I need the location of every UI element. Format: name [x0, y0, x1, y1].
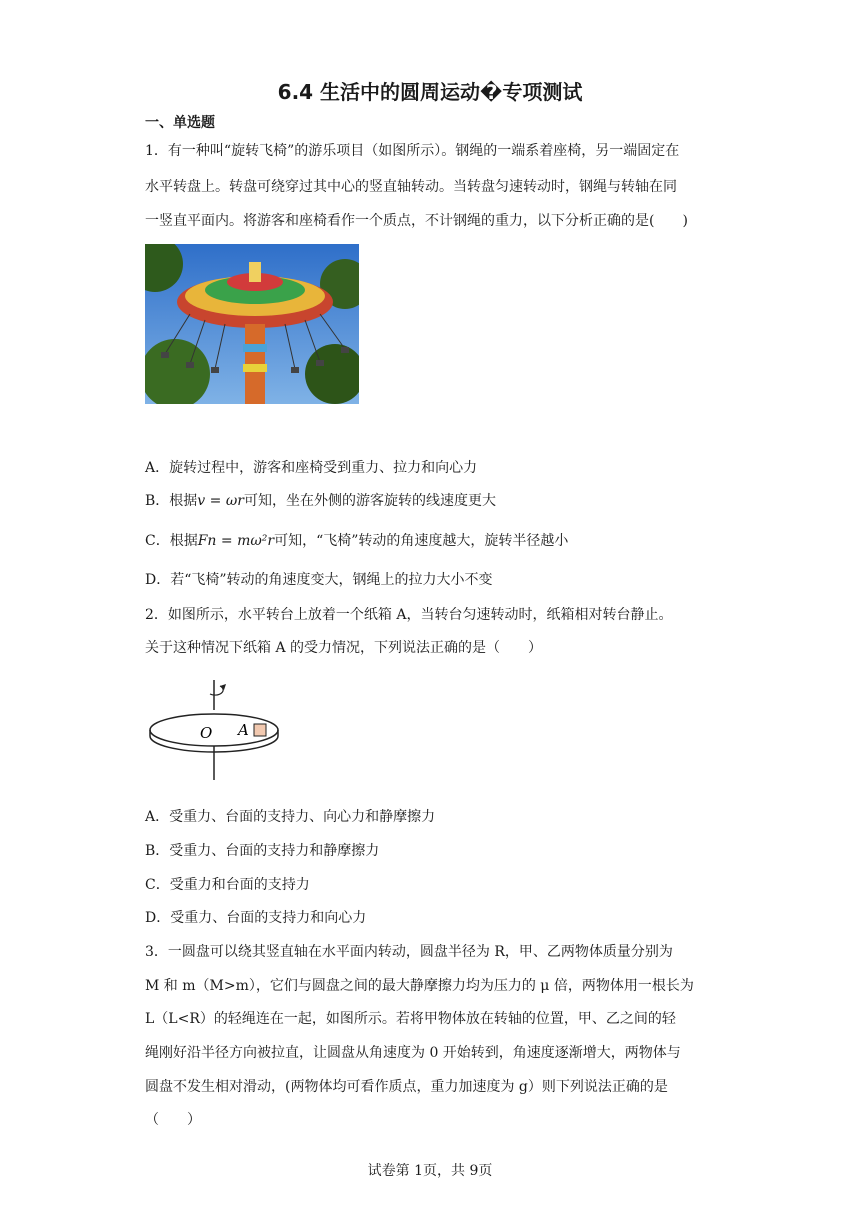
page-footer: 试卷第 1页，共 9页: [367, 1163, 493, 1179]
q1-option-b-formula: v = ωr: [197, 493, 244, 509]
q3-line-4: 绳刚好沿半径方向被拉直，让圆盘从角速度为 0 开始转到，角速度逐渐增大，两物体与: [145, 1045, 681, 1061]
q2-option-d: D．受重力、台面的支持力和向心力: [145, 910, 367, 926]
q2-line-2: 关于这种情况下纸箱 A 的受力情况，下列说法正确的是（ ）: [145, 640, 543, 656]
q1-option-b: [145, 490, 496, 510]
q1-line-1: 1．有一种叫“旋转飞椅”的游乐项目（如图所示）。钢绳的一端系着座椅，另一端固定在: [145, 143, 680, 159]
q3-line-2: M 和 m（M>m），它们与圆盘之间的最大静摩擦力均为压力的 μ 倍，两物体用一根长为: [145, 978, 694, 994]
q1-option-c-formula: Fn = mω²r: [197, 533, 275, 549]
q2-option-c: C．受重力和台面的支持力: [145, 877, 310, 893]
q2-option-b: B．受重力、台面的支持力和静摩擦力: [145, 843, 380, 859]
q1-line-3: 一竖直平面内。将游客和座椅看作一个质点，不计钢绳的重力，以下分析正确的是( ): [145, 213, 688, 229]
label-o: O: [200, 724, 213, 742]
section-heading: 一、单选题: [145, 115, 215, 131]
q3-line-5: 圆盘不发生相对滑动，(两物体均可看作质点，重力加速度为 g）则下列说法正确的是: [145, 1079, 668, 1095]
turntable-diagram: [148, 680, 288, 780]
swing-ride-photo: [145, 244, 359, 404]
q1-option-a: A．旋转过程中，游客和座椅受到重力、拉力和向心力: [145, 460, 478, 476]
page-title: 6.4 生活中的圆周运动�专项测试: [277, 80, 583, 104]
q3-line-6: （ ）: [145, 1112, 201, 1128]
q1-option-b-text: 可知，坐在外侧的游客旋转的线速度更大: [243, 493, 496, 509]
q3-line-1: 3．一圆盘可以绕其竖直轴在水平面内转动，圆盘半径为 R，甲、乙两物体质量分别为: [145, 944, 673, 960]
q1-line-2: 水平转盘上。转盘可绕穿过其中心的竖直轴转动。当转盘匀速转动时，钢绳与转轴在同: [145, 179, 677, 195]
q1-option-c-prefix: C．根据: [145, 533, 198, 549]
q3-line-3: L（L<R）的轻绳连在一起，如图所示。若将甲物体放在转轴的位置，甲、乙之间的轻: [145, 1011, 676, 1027]
q1-option-c: [145, 530, 568, 550]
q1-option-b-prefix: B．根据: [145, 493, 198, 509]
q1-option-d: D．若“飞椅”转动的角速度变大，钢绳上的拉力大小不变: [145, 572, 493, 588]
label-a: A: [238, 721, 249, 739]
q2-line-1: 2．如图所示，水平转台上放着一个纸箱 A，当转台匀速转动时，纸箱相对转台静止。: [145, 607, 673, 623]
q2-option-a: A．受重力、台面的支持力、向心力和静摩擦力: [145, 809, 436, 825]
q1-option-c-text: 可知，“飞椅”转动的角速度越大，旋转半径越小: [274, 533, 569, 549]
